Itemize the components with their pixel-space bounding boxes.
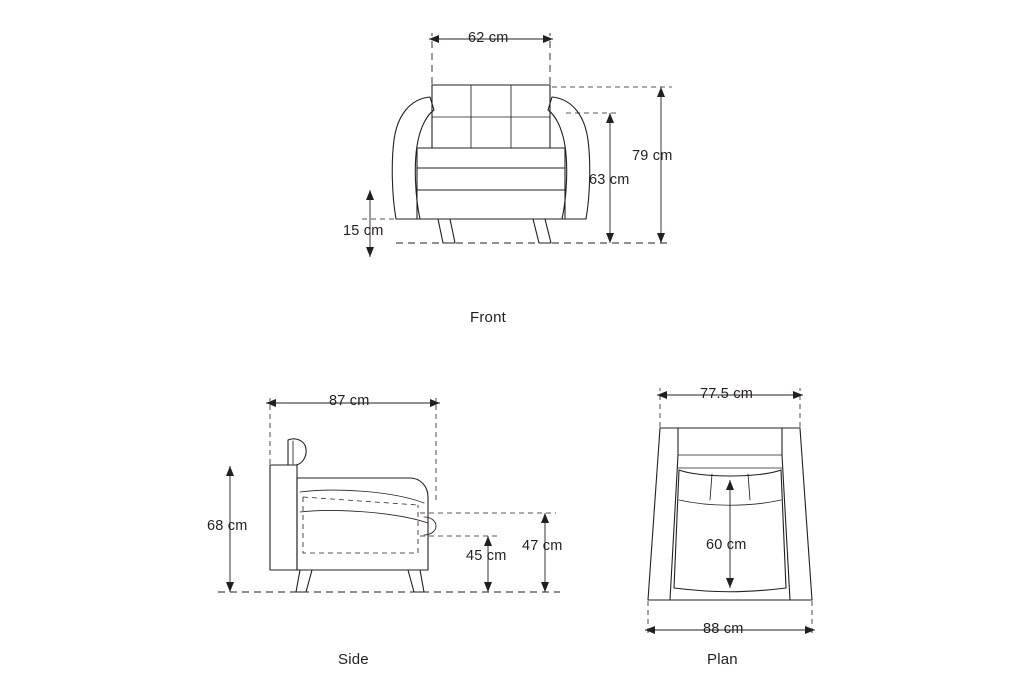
front-view-drawing	[360, 33, 672, 257]
plan-front-width-label: 88 cm	[703, 621, 744, 637]
plan-view-drawing	[645, 388, 815, 636]
side-view-drawing	[218, 398, 560, 592]
front-total-height-label: 79 cm	[632, 148, 673, 164]
side-depth-label: 87 cm	[329, 393, 370, 409]
side-arm-height-label: 47 cm	[522, 538, 563, 554]
plan-seat-depth-label: 60 cm	[706, 537, 747, 553]
front-leg-height-label: 15 cm	[343, 223, 384, 239]
side-seat-height-label: 45 cm	[466, 548, 507, 564]
front-arm-height-label: 63 cm	[589, 172, 630, 188]
side-view-caption: Side	[338, 651, 369, 668]
plan-view-caption: Plan	[707, 651, 738, 668]
front-view-caption: Front	[470, 309, 507, 326]
plan-back-width-label: 77.5 cm	[700, 386, 753, 402]
front-width-label: 62 cm	[468, 30, 509, 46]
side-back-height-label: 68 cm	[207, 518, 248, 534]
